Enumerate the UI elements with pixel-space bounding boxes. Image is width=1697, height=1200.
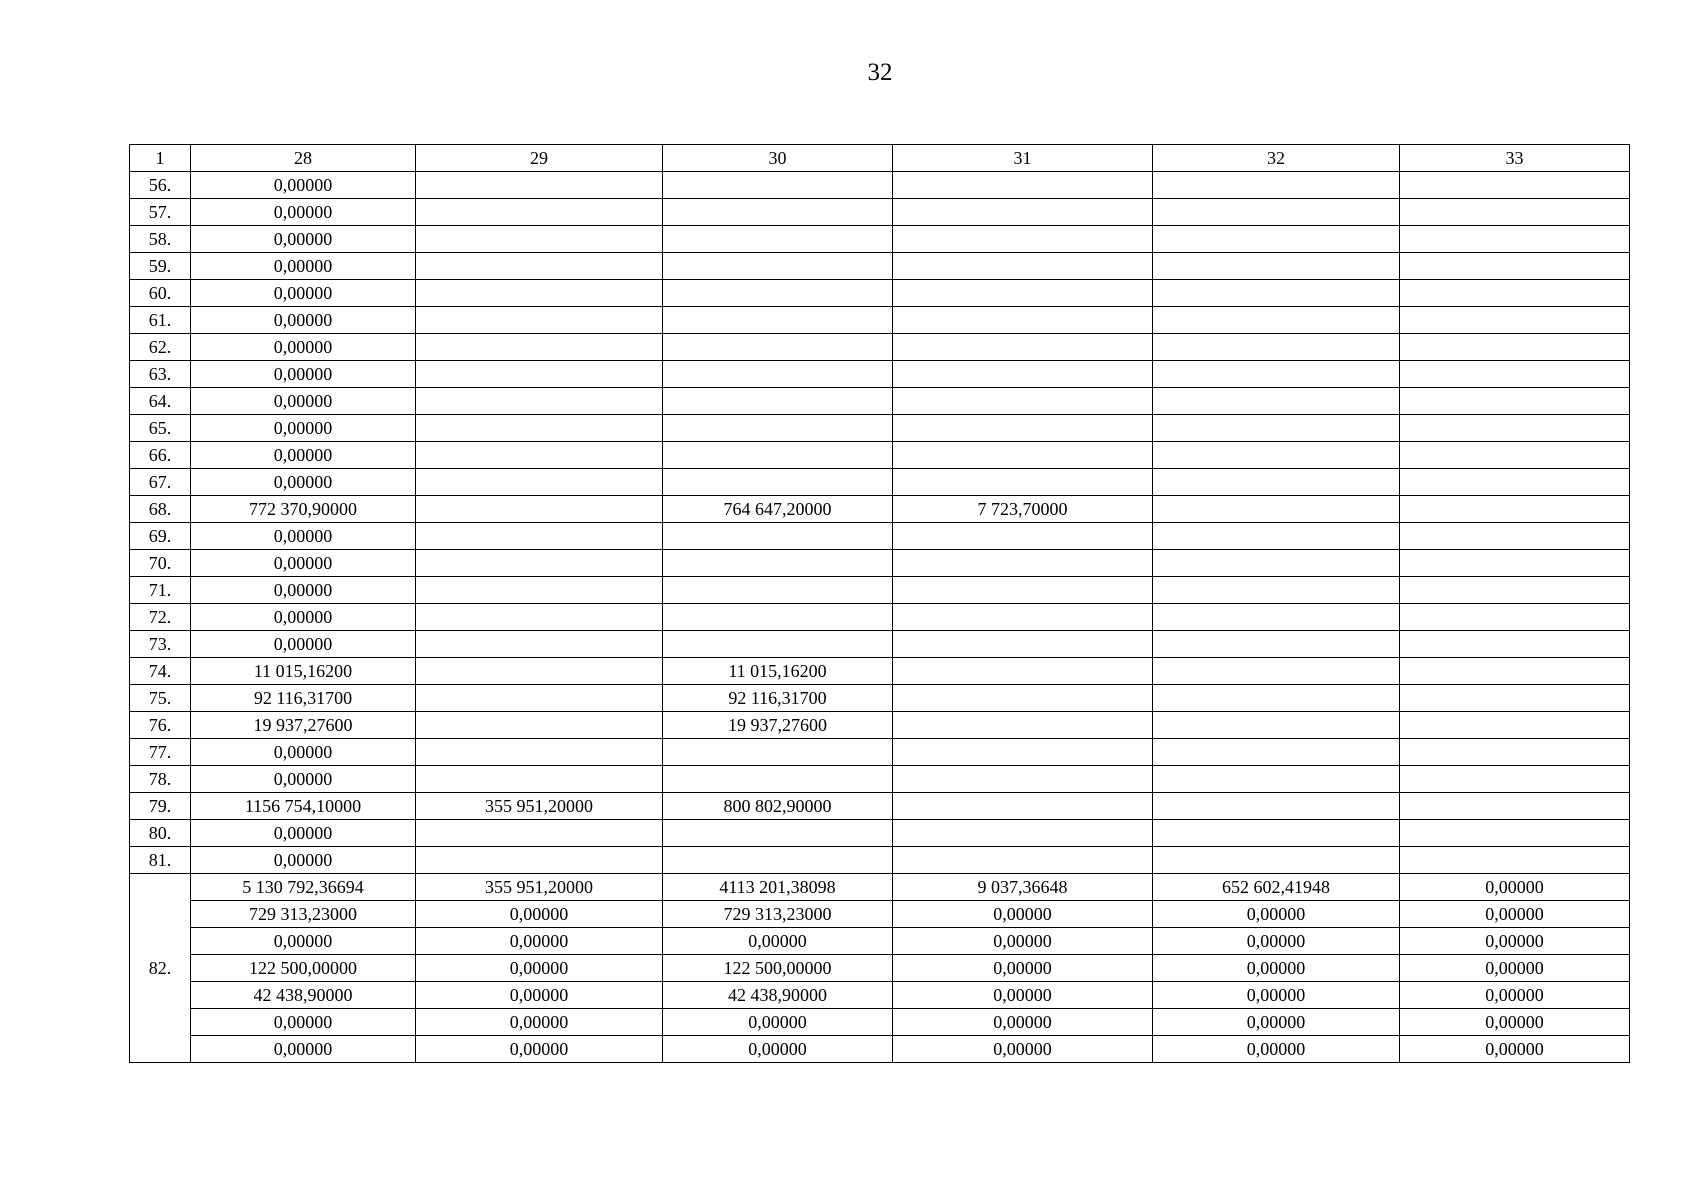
- table-row: [130, 469, 1630, 496]
- table-cell: [416, 172, 663, 199]
- table-row: [130, 307, 1630, 334]
- table-cell: 0,00000: [416, 955, 663, 982]
- row-number-cell: 78.: [130, 766, 191, 793]
- table-cell: [1153, 496, 1400, 523]
- table-cell: [893, 577, 1153, 604]
- table-cell: [663, 415, 893, 442]
- table-row: [130, 334, 1630, 361]
- table-cell: 0,00000: [191, 172, 416, 199]
- table-cell: [1153, 685, 1400, 712]
- row-number-cell: 79.: [130, 793, 191, 820]
- table-cell: [893, 739, 1153, 766]
- table-cell: [663, 604, 893, 631]
- row-number-cell: 63.: [130, 361, 191, 388]
- table-cell: 0,00000: [663, 1036, 893, 1063]
- table-cell: [663, 523, 893, 550]
- table-cell: 0,00000: [191, 253, 416, 280]
- table-cell: [416, 334, 663, 361]
- table-cell: 652 602,41948: [1153, 874, 1400, 901]
- table-cell: 92 116,31700: [191, 685, 416, 712]
- table-cell: [416, 658, 663, 685]
- table-body: [130, 145, 1630, 1063]
- table-cell: 11 015,16200: [663, 658, 893, 685]
- table-cell: [1400, 334, 1630, 361]
- table-cell: [663, 172, 893, 199]
- table-cell: [893, 334, 1153, 361]
- row-number-cell: 74.: [130, 658, 191, 685]
- table-row: [130, 577, 1630, 604]
- table-cell: [1153, 820, 1400, 847]
- table-cell: 0,00000: [191, 847, 416, 874]
- table-cell: 0,00000: [416, 901, 663, 928]
- table-cell: [1400, 280, 1630, 307]
- table-row: [130, 739, 1630, 766]
- table-cell: [416, 739, 663, 766]
- row-number-cell: 72.: [130, 604, 191, 631]
- table-cell: [893, 469, 1153, 496]
- table-cell: 0,00000: [191, 577, 416, 604]
- table-cell: [663, 334, 893, 361]
- row-number-cell: 73.: [130, 631, 191, 658]
- table-cell: 0,00000: [191, 307, 416, 334]
- table-cell: [893, 712, 1153, 739]
- table-cell: [416, 604, 663, 631]
- table-cell: [1400, 766, 1630, 793]
- table-cell: 1156 754,10000: [191, 793, 416, 820]
- row-number-cell: 75.: [130, 685, 191, 712]
- table-cell: 800 802,90000: [663, 793, 893, 820]
- table-cell: 729 313,23000: [663, 901, 893, 928]
- table-cell: 0,00000: [1400, 955, 1630, 982]
- table-cell: [1400, 793, 1630, 820]
- table-cell: 0,00000: [191, 604, 416, 631]
- table-cell: [1153, 631, 1400, 658]
- row-number-cell: 60.: [130, 280, 191, 307]
- table-cell: 0,00000: [893, 955, 1153, 982]
- table-cell: [416, 442, 663, 469]
- table-cell: [893, 820, 1153, 847]
- table-cell: 0,00000: [1400, 928, 1630, 955]
- table-cell: 355 951,20000: [416, 793, 663, 820]
- table-cell: [893, 550, 1153, 577]
- row-number-cell: 58.: [130, 226, 191, 253]
- row-number-cell: 71.: [130, 577, 191, 604]
- table-cell: [663, 442, 893, 469]
- table-cell: [893, 307, 1153, 334]
- table-cell: [1153, 847, 1400, 874]
- table-cell: 0,00000: [191, 442, 416, 469]
- table-row: [130, 442, 1630, 469]
- table-cell: [1400, 226, 1630, 253]
- table-cell: [663, 226, 893, 253]
- table-cell: 0,00000: [191, 199, 416, 226]
- table-cell: [1400, 442, 1630, 469]
- table-cell: [1153, 442, 1400, 469]
- column-header: 31: [893, 145, 1153, 172]
- column-header: 33: [1400, 145, 1630, 172]
- table-cell: [663, 361, 893, 388]
- table-cell: 11 015,16200: [191, 658, 416, 685]
- page-number: 32: [867, 59, 893, 86]
- table-row: [130, 1009, 1630, 1036]
- table-cell: 764 647,20000: [663, 496, 893, 523]
- table-cell: [1153, 199, 1400, 226]
- table-cell: 0,00000: [1153, 982, 1400, 1009]
- table-cell: [663, 388, 893, 415]
- table-cell: 772 370,90000: [191, 496, 416, 523]
- table-cell: [663, 820, 893, 847]
- table-cell: [1153, 334, 1400, 361]
- table-cell: [416, 685, 663, 712]
- table-cell: [1153, 226, 1400, 253]
- table-row: [130, 658, 1630, 685]
- table-cell: 0,00000: [1153, 1009, 1400, 1036]
- table-cell: 7 723,70000: [893, 496, 1153, 523]
- table-cell: 4113 201,38098: [663, 874, 893, 901]
- table-cell: 19 937,27600: [663, 712, 893, 739]
- column-header: 32: [1153, 145, 1400, 172]
- row-number-cell: 81.: [130, 847, 191, 874]
- table-cell: 122 500,00000: [191, 955, 416, 982]
- table-cell: [1400, 847, 1630, 874]
- table-row: [130, 523, 1630, 550]
- table-cell: [663, 307, 893, 334]
- table-cell: [893, 685, 1153, 712]
- table-row: [130, 415, 1630, 442]
- row-number-cell: 82.: [130, 874, 191, 1063]
- table-cell: 0,00000: [416, 1036, 663, 1063]
- column-header: 1: [130, 145, 191, 172]
- table-cell: [416, 577, 663, 604]
- table-row: [130, 712, 1630, 739]
- column-header: 28: [191, 145, 416, 172]
- table-cell: [416, 199, 663, 226]
- row-number-cell: 57.: [130, 199, 191, 226]
- table-cell: [893, 172, 1153, 199]
- table-cell: [1400, 658, 1630, 685]
- table-cell: [1400, 253, 1630, 280]
- table-cell: 0,00000: [191, 388, 416, 415]
- table-cell: 0,00000: [663, 928, 893, 955]
- table-row: [130, 253, 1630, 280]
- table-cell: [416, 226, 663, 253]
- row-number-cell: 68.: [130, 496, 191, 523]
- table-cell: [1400, 469, 1630, 496]
- table-cell: [663, 469, 893, 496]
- table-row: [130, 388, 1630, 415]
- table-row: [130, 766, 1630, 793]
- table-row: [130, 685, 1630, 712]
- table-cell: 0,00000: [191, 361, 416, 388]
- table-cell: 0,00000: [893, 1009, 1153, 1036]
- table-cell: 0,00000: [191, 739, 416, 766]
- table-cell: 0,00000: [191, 1009, 416, 1036]
- table-cell: 0,00000: [191, 631, 416, 658]
- table-cell: [416, 550, 663, 577]
- table-cell: 0,00000: [1400, 1036, 1630, 1063]
- row-number-cell: 61.: [130, 307, 191, 334]
- table-cell: [893, 415, 1153, 442]
- table-row: [130, 793, 1630, 820]
- table-cell: 0,00000: [191, 280, 416, 307]
- table-row: [130, 928, 1630, 955]
- table-cell: [416, 307, 663, 334]
- table-cell: 0,00000: [191, 226, 416, 253]
- table-row: [130, 901, 1630, 928]
- table-cell: [663, 847, 893, 874]
- table-row: [130, 199, 1630, 226]
- table-cell: 0,00000: [416, 1009, 663, 1036]
- row-number-cell: 69.: [130, 523, 191, 550]
- table-row: [130, 496, 1630, 523]
- table-cell: 0,00000: [191, 469, 416, 496]
- table-cell: [1400, 577, 1630, 604]
- column-header: 29: [416, 145, 663, 172]
- table-cell: [1400, 361, 1630, 388]
- table-cell: 42 438,90000: [663, 982, 893, 1009]
- table-cell: 0,00000: [893, 901, 1153, 928]
- table-cell: 92 116,31700: [663, 685, 893, 712]
- table-cell: [663, 550, 893, 577]
- table-cell: 0,00000: [191, 766, 416, 793]
- table-cell: 0,00000: [191, 415, 416, 442]
- table-row: [130, 604, 1630, 631]
- table-cell: [893, 361, 1153, 388]
- table-cell: [1400, 523, 1630, 550]
- table-row: [130, 226, 1630, 253]
- table-cell: [663, 577, 893, 604]
- table-cell: [1153, 172, 1400, 199]
- table-cell: [1400, 550, 1630, 577]
- table-cell: [1153, 307, 1400, 334]
- table-row: [130, 874, 1630, 901]
- table-cell: [663, 631, 893, 658]
- row-number-cell: 64.: [130, 388, 191, 415]
- row-number-cell: 67.: [130, 469, 191, 496]
- table-cell: [1153, 739, 1400, 766]
- table-cell: 355 951,20000: [416, 874, 663, 901]
- table-cell: [893, 523, 1153, 550]
- table-cell: [1153, 766, 1400, 793]
- table-cell: [1400, 415, 1630, 442]
- row-number-cell: 80.: [130, 820, 191, 847]
- column-header: 30: [663, 145, 893, 172]
- table-cell: [1153, 253, 1400, 280]
- table-cell: [416, 469, 663, 496]
- table-cell: 729 313,23000: [191, 901, 416, 928]
- table-cell: [1400, 739, 1630, 766]
- table-row: [130, 982, 1630, 1009]
- table-cell: [1400, 172, 1630, 199]
- table-cell: 5 130 792,36694: [191, 874, 416, 901]
- table-cell: [416, 496, 663, 523]
- table-cell: [893, 226, 1153, 253]
- row-number-cell: 76.: [130, 712, 191, 739]
- table-cell: [663, 280, 893, 307]
- table-cell: [416, 847, 663, 874]
- table-cell: [1400, 388, 1630, 415]
- table-cell: [663, 253, 893, 280]
- table-cell: [1153, 604, 1400, 631]
- row-number-cell: 65.: [130, 415, 191, 442]
- table-row: [130, 955, 1630, 982]
- table-row: [130, 820, 1630, 847]
- table-cell: [893, 604, 1153, 631]
- table-cell: 0,00000: [893, 1036, 1153, 1063]
- table-cell: [1153, 361, 1400, 388]
- table-cell: [663, 739, 893, 766]
- table-cell: [416, 631, 663, 658]
- row-number-cell: 77.: [130, 739, 191, 766]
- table-cell: 42 438,90000: [191, 982, 416, 1009]
- row-number-cell: 66.: [130, 442, 191, 469]
- table-cell: 0,00000: [191, 550, 416, 577]
- table-cell: 0,00000: [191, 1036, 416, 1063]
- table-cell: [1400, 496, 1630, 523]
- table-cell: [416, 523, 663, 550]
- table-cell: 0,00000: [1153, 1036, 1400, 1063]
- table-cell: [416, 766, 663, 793]
- table-cell: 0,00000: [893, 982, 1153, 1009]
- table-row: [130, 631, 1630, 658]
- table-cell: [416, 415, 663, 442]
- table-cell: 0,00000: [191, 523, 416, 550]
- table-cell: 0,00000: [1153, 928, 1400, 955]
- table-row: [130, 280, 1630, 307]
- row-number-cell: 59.: [130, 253, 191, 280]
- table-cell: 0,00000: [893, 928, 1153, 955]
- table-cell: [1153, 415, 1400, 442]
- table-cell: 0,00000: [1153, 901, 1400, 928]
- table-cell: [893, 766, 1153, 793]
- header-row: [130, 145, 1630, 172]
- table-cell: 0,00000: [1153, 955, 1400, 982]
- table-cell: [416, 388, 663, 415]
- row-number-cell: 56.: [130, 172, 191, 199]
- table-cell: 9 037,36648: [893, 874, 1153, 901]
- table-cell: [893, 658, 1153, 685]
- table-cell: [893, 280, 1153, 307]
- row-number-cell: 62.: [130, 334, 191, 361]
- table-cell: [416, 712, 663, 739]
- table-cell: 122 500,00000: [663, 955, 893, 982]
- table-cell: [1400, 307, 1630, 334]
- table-cell: 0,00000: [1400, 874, 1630, 901]
- table-cell: [893, 631, 1153, 658]
- table-cell: [1400, 604, 1630, 631]
- table-cell: [893, 199, 1153, 226]
- table-cell: [1153, 388, 1400, 415]
- table-cell: 0,00000: [416, 982, 663, 1009]
- table-cell: [1153, 658, 1400, 685]
- table-cell: 0,00000: [1400, 982, 1630, 1009]
- table-cell: [893, 388, 1153, 415]
- table-cell: 0,00000: [191, 928, 416, 955]
- table-cell: [416, 361, 663, 388]
- table-cell: [416, 253, 663, 280]
- table-row: [130, 172, 1630, 199]
- table-cell: [1153, 712, 1400, 739]
- table-cell: [1400, 712, 1630, 739]
- table-row: [130, 1036, 1630, 1063]
- table-cell: 0,00000: [663, 1009, 893, 1036]
- table-cell: [1153, 280, 1400, 307]
- table-cell: 0,00000: [191, 820, 416, 847]
- table-cell: [1400, 631, 1630, 658]
- table-cell: [1153, 469, 1400, 496]
- data-table: [129, 144, 1630, 1063]
- table-cell: [1153, 550, 1400, 577]
- table-cell: 0,00000: [1400, 1009, 1630, 1036]
- table-cell: [1400, 685, 1630, 712]
- table-cell: [893, 847, 1153, 874]
- table-cell: [416, 820, 663, 847]
- table-cell: [663, 199, 893, 226]
- table-cell: [663, 766, 893, 793]
- table-cell: [893, 793, 1153, 820]
- table-cell: [1400, 199, 1630, 226]
- table-cell: [893, 442, 1153, 469]
- table-cell: [1153, 793, 1400, 820]
- table-cell: 19 937,27600: [191, 712, 416, 739]
- table-row: [130, 361, 1630, 388]
- table-cell: 0,00000: [1400, 901, 1630, 928]
- table-cell: [416, 280, 663, 307]
- table-cell: [1400, 820, 1630, 847]
- table-cell: [1153, 577, 1400, 604]
- table-cell: [893, 253, 1153, 280]
- table-row: [130, 847, 1630, 874]
- table-row: [130, 550, 1630, 577]
- table-cell: 0,00000: [191, 334, 416, 361]
- table-cell: [1153, 523, 1400, 550]
- row-number-cell: 70.: [130, 550, 191, 577]
- table-cell: 0,00000: [416, 928, 663, 955]
